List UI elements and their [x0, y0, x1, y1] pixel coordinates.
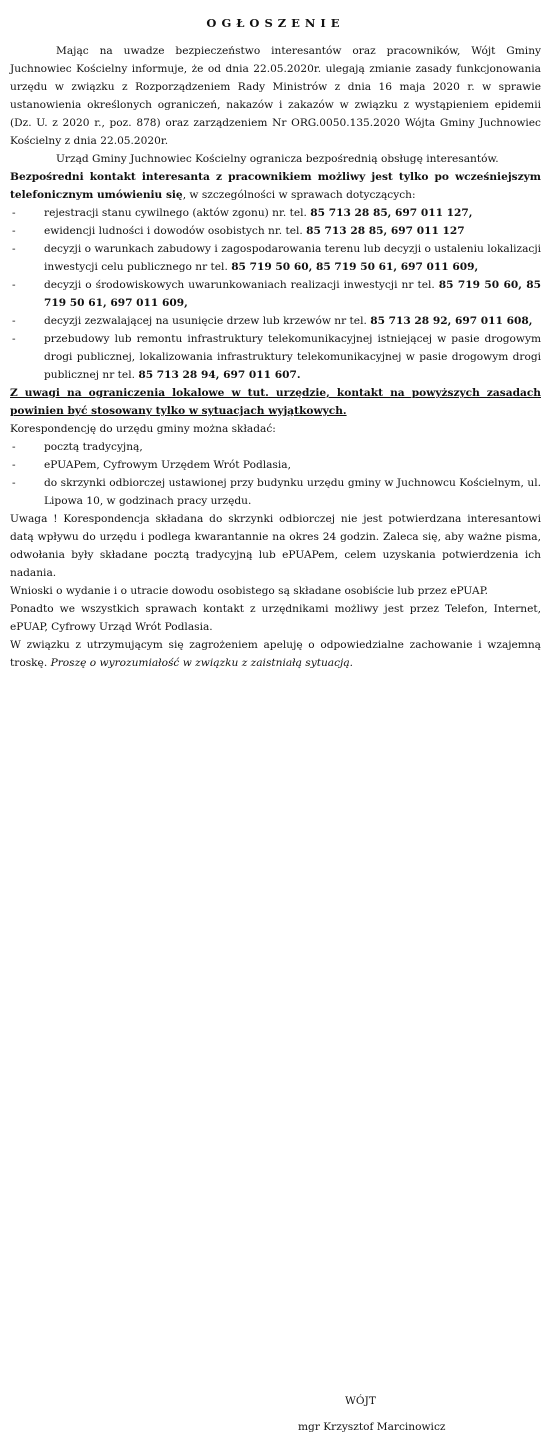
- matters-list: [10, 204, 541, 384]
- list-item: - rejestracji stanu cywilnego (aktów zgonu) nr. tel. 85 713 28 85, 697 011 127,: [10, 204, 541, 222]
- list-item: - do skrzynki odbiorczej ustawionej przy budynku urzędu gminy w Juchnowcu Kościelnym, ul. Lipowa 10, w godzinach pracy urzędu.: [10, 474, 541, 510]
- correspondence-intro: Korespondencję do urzędu gminy można składać:: [10, 423, 276, 435]
- appeal-paragraph: W związku z utrzymującym się zagrożeniem apeluję o odpowiedzialne zachowanie i wzajemną troskę. Proszę o wyrozumiałość w związku z zaistniałą sytuacją.: [10, 639, 541, 669]
- list-item: - pocztą tradycyjną,: [10, 438, 541, 456]
- contact-bold-text: Bezpośredni kontakt interesanta z pracownikiem możliwy jest tylko po wcześniejszym telefonicznym umówieniu się: [10, 171, 541, 201]
- list-item: - przebudowy lub remontu infrastruktury telekomunikacyjnej istniejącej w pasie drogowym drogi publicznej, lokalizowania infrastruktury telekomunikacyjnej w pasie drogowym drogi publicznej nr tel. 85 713 28 94, 697 011 607.: [10, 330, 541, 384]
- other-contact-paragraph: Ponadto we wszystkich sprawach kontakt z urzędnikami możliwy jest przez Telefon, Internet, ePUAP, Cyfrowy Urząd Wrót Podlasia.: [10, 603, 541, 633]
- list-item: - decyzji o warunkach zabudowy i zagospodarowania terenu lub decyzji o ustaleniu lokalizacji inwestycji celu publicznego nr tel. 85 719 50 60, 85 719 50 61, 697 011 609,: [10, 240, 541, 276]
- contact-paragraph: [10, 168, 541, 204]
- signature-name: mgr Krzysztof Marcinowicz: [298, 1421, 446, 1433]
- list-item: - ePUAPem, Cyfrowym Urzędem Wrót Podlasia,: [10, 456, 541, 474]
- page-title: OGŁOSZENIE: [206, 16, 345, 30]
- note-paragraph: Uwaga ! Korespondencja składana do skrzynki odbiorczej nie jest potwierdzana interesantowi datą wpływu do urzędu i podlega kwarantannie na okres 24 godzin. Zaleca się, aby ważne pisma, odwołania były składane pocztą tradycyjną lub ePUAPem, celem uzyskania potwierdzenia ich nadania.: [10, 513, 541, 579]
- channels-list: [10, 438, 541, 510]
- list-item: - decyzji o środowiskowych uwarunkowaniach realizacji inwestycji nr tel. 85 719 50 60, 85 719 50 61, 697 011 609,: [10, 276, 541, 312]
- id-card-paragraph: Wnioski o wydanie i o utracie dowodu osobistego są składane osobiście lub przez ePUAP.: [10, 585, 489, 597]
- list-item: - ewidencji ludności i dowodów osobistych nr. tel. 85 713 28 85, 697 011 127: [10, 222, 541, 240]
- contact-rest-text: , w szczególności w sprawach dotyczących:: [182, 189, 416, 201]
- list-item: - decyzji zezwalającej na usunięcie drzew lub krzewów nr tel. 85 713 28 92, 697 011 608,: [10, 312, 541, 330]
- signature-role: WÓJT: [345, 1395, 376, 1407]
- warning-paragraph: Z uwagi na ograniczenia lokalowe w tut. urzędzie, kontakt na powyższych zasadach powinien być stosowany tylko w sytuacjach wyjątkowych.: [10, 387, 541, 417]
- restriction-paragraph: Urząd Gminy Juchnowiec Kościelny ogranicza bezpośrednią obsługę interesantów.: [56, 153, 499, 165]
- intro-paragraph: Mając na uwadze bezpieczeństwo interesantów oraz pracowników, Wójt Gminy Juchnowiec Kościelny informuje, że od dnia 22.05.2020r. ulegają zmianie zasady funkcjonowania urzędu w związku z Rozporządzeniem Rady Ministrów z dnia 16 maja 2020 r. w sprawie ustanowienia określonych ograniczeń, nakazów i zakazów w związku z wystąpieniem epidemii (Dz. U. z 2020 r., poz. 878) oraz zarządzeniem Nr ORG.0050.135.2020 Wójta Gminy Juchnowiec Kościelny z dnia 22.05.2020r.: [10, 45, 541, 147]
